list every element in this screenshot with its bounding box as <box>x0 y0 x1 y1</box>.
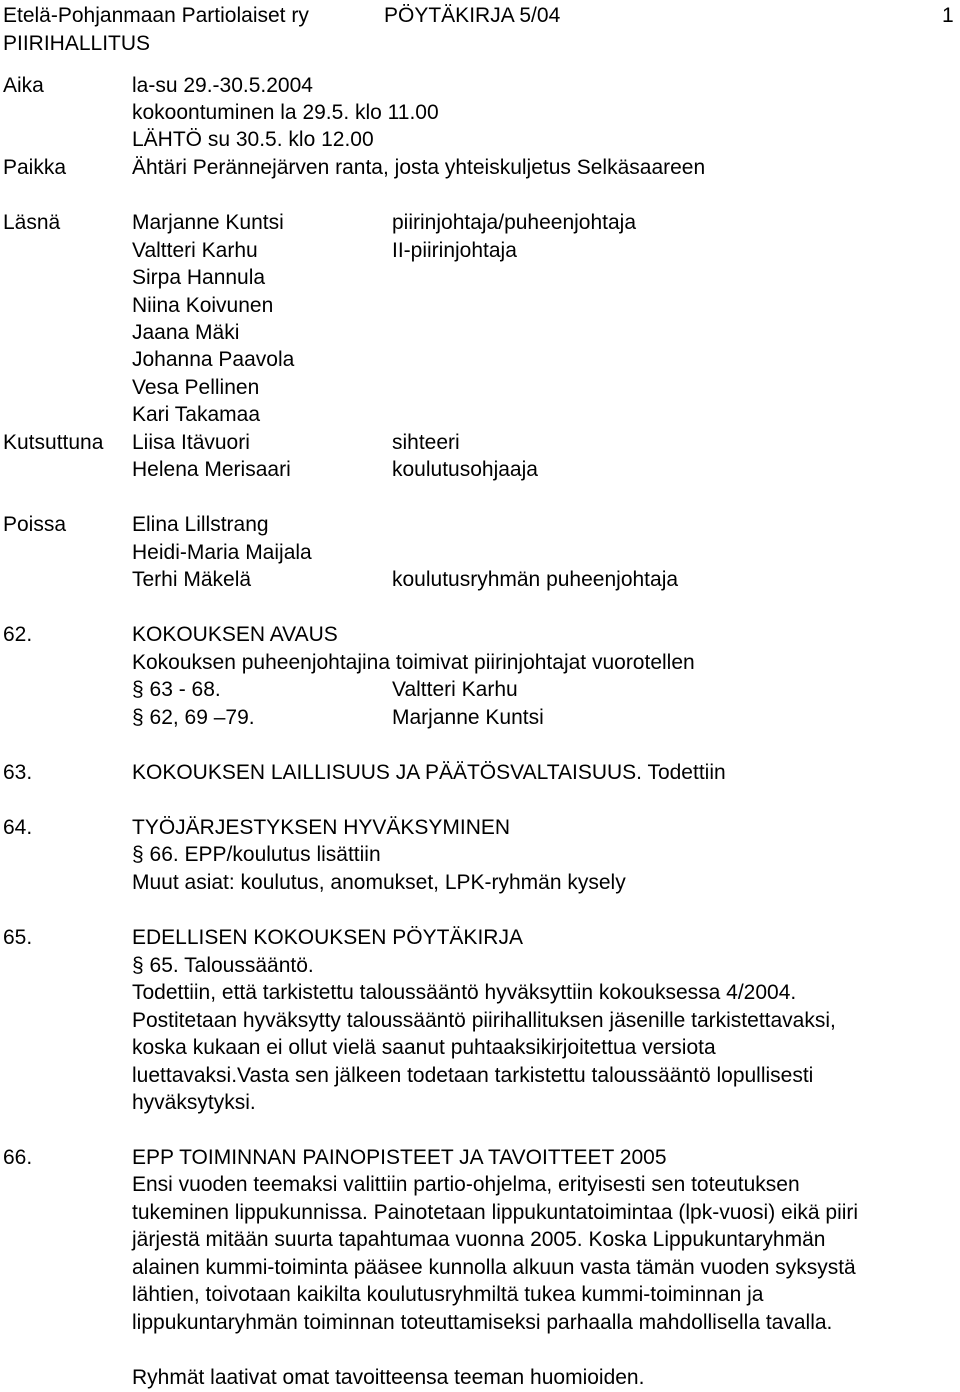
section-text: Ensi vuoden teemaksi valittiin partio-ohjelma, erityisesti sen toteutuksen <box>132 1173 800 1196</box>
section-text: § 65. Taloussääntö. <box>132 954 314 977</box>
section-title: KOKOUKSEN AVAUS <box>132 623 338 646</box>
absent-name: Heidi-Maria Maijala <box>132 541 312 564</box>
invited-name: Liisa Itävuori <box>132 431 250 454</box>
section-text: lippukuntaryhmän toiminnan toteuttamiseksi parhaalla mahdollisella tavalla. <box>132 1311 833 1334</box>
place-label: Paikka <box>3 156 67 179</box>
invited-role: sihteeri <box>392 431 460 454</box>
attendee-role: piirinjohtaja/puheenjohtaja <box>392 211 637 234</box>
section-title: KOKOUKSEN LAILLISUUS JA PÄÄTÖSVALTAISUUS. Todettiin <box>132 761 726 784</box>
attendee-name: Kari Takamaa <box>132 403 261 426</box>
absent-name: Terhi Mäkelä <box>132 568 252 591</box>
section-number: 66. <box>3 1146 33 1169</box>
invited-name: Helena Merisaari <box>132 458 291 481</box>
invited-role: koulutusohjaaja <box>392 458 538 481</box>
section-text: alainen kummi-toiminta pääsee kunnolla alkuun vasta tämän vuoden syksystä <box>132 1256 856 1279</box>
invited-label: Kutsuttuna <box>3 431 104 454</box>
absent-label: Poissa <box>3 513 67 536</box>
time-line: kokoontuminen la 29.5. klo 11.00 <box>132 101 439 124</box>
section-number: 64. <box>3 816 33 839</box>
chair-paragraphs: § 62, 69 –79. <box>132 706 255 729</box>
attendee-name: Jaana Mäki <box>132 321 240 344</box>
absent-role: koulutusryhmän puheenjohtaja <box>392 568 679 591</box>
attendee-name: Valtteri Karhu <box>132 239 258 262</box>
section-text: luettavaksi.Vasta sen jälkeen todetaan tarkistettu taloussääntö lopullisesti <box>132 1064 814 1087</box>
section-text: hyväksytyksi. <box>132 1091 256 1114</box>
page-number: 1 <box>942 4 954 27</box>
board-name: PIIRIHALLITUS <box>3 32 151 55</box>
organization-name: Etelä-Pohjanmaan Partiolaiset ry <box>3 4 309 27</box>
absent-name: Elina Lillstrang <box>132 513 269 536</box>
section-text: koska kukaan ei ollut vielä saanut puhtaaksikirjoitettua versiota <box>132 1036 716 1059</box>
time-line: LÄHTÖ su 30.5. klo 12.00 <box>132 128 374 151</box>
section-title: TYÖJÄRJESTYKSEN HYVÄKSYMINEN <box>132 816 511 839</box>
chair-paragraphs: § 63 - 68. <box>132 678 221 701</box>
section-number: 63. <box>3 761 33 784</box>
attendee-name: Johanna Paavola <box>132 348 295 371</box>
attendee-name: Niina Koivunen <box>132 294 274 317</box>
section-text: lähtien, toivotaan kaikilta koulutusryhmiltä tukea kummi-toiminnan ja <box>132 1283 764 1306</box>
attendee-name: Marjanne Kuntsi <box>132 211 284 234</box>
section-number: 62. <box>3 623 33 646</box>
document-title: PÖYTÄKIRJA 5/04 <box>384 4 561 27</box>
section-text: Kokouksen puheenjohtajina toimivat piirinjohtajat vuorotellen <box>132 651 695 674</box>
chair-name: Marjanne Kuntsi <box>392 706 544 729</box>
section-text: järjestä mitään suurta tapahtumaa vuonna 2005. Koska Lippukuntaryhmän <box>132 1228 826 1251</box>
section-text: tukeminen lippukunnissa. Painotetaan lippukuntatoimintaa (lpk-vuosi) eikä piiri <box>132 1201 859 1224</box>
chair-name: Valtteri Karhu <box>392 678 518 701</box>
time-line: la-su 29.-30.5.2004 <box>132 74 313 97</box>
section-text: Postitetaan hyväksytty taloussääntö piirihallituksen jäsenille tarkistettavaksi, <box>132 1009 836 1032</box>
time-label: Aika <box>3 74 44 97</box>
section-number: 65. <box>3 926 33 949</box>
section-text: Muut asiat: koulutus, anomukset, LPK-ryhmän kysely <box>132 871 626 894</box>
section-text: § 66. EPP/koulutus lisättiin <box>132 843 381 866</box>
section-text: Todettiin, että tarkistettu taloussääntö hyväksyttiin kokouksessa 4/2004. <box>132 981 797 1004</box>
attendee-name: Sirpa Hannula <box>132 266 266 289</box>
section-title: EPP TOIMINNAN PAINOPISTEET JA TAVOITTEET 2005 <box>132 1146 667 1169</box>
attendee-role: II-piirinjohtaja <box>392 239 517 262</box>
section-closing-text: Ryhmät laativat omat tavoitteensa teeman huomioiden. <box>132 1366 645 1389</box>
section-title: EDELLISEN KOKOUKSEN PÖYTÄKIRJA <box>132 926 523 949</box>
attendee-name: Vesa Pellinen <box>132 376 260 399</box>
present-label: Läsnä <box>3 211 61 234</box>
place-value: Ähtäri Perännejärven ranta, josta yhteiskuljetus Selkäsaareen <box>132 156 706 179</box>
